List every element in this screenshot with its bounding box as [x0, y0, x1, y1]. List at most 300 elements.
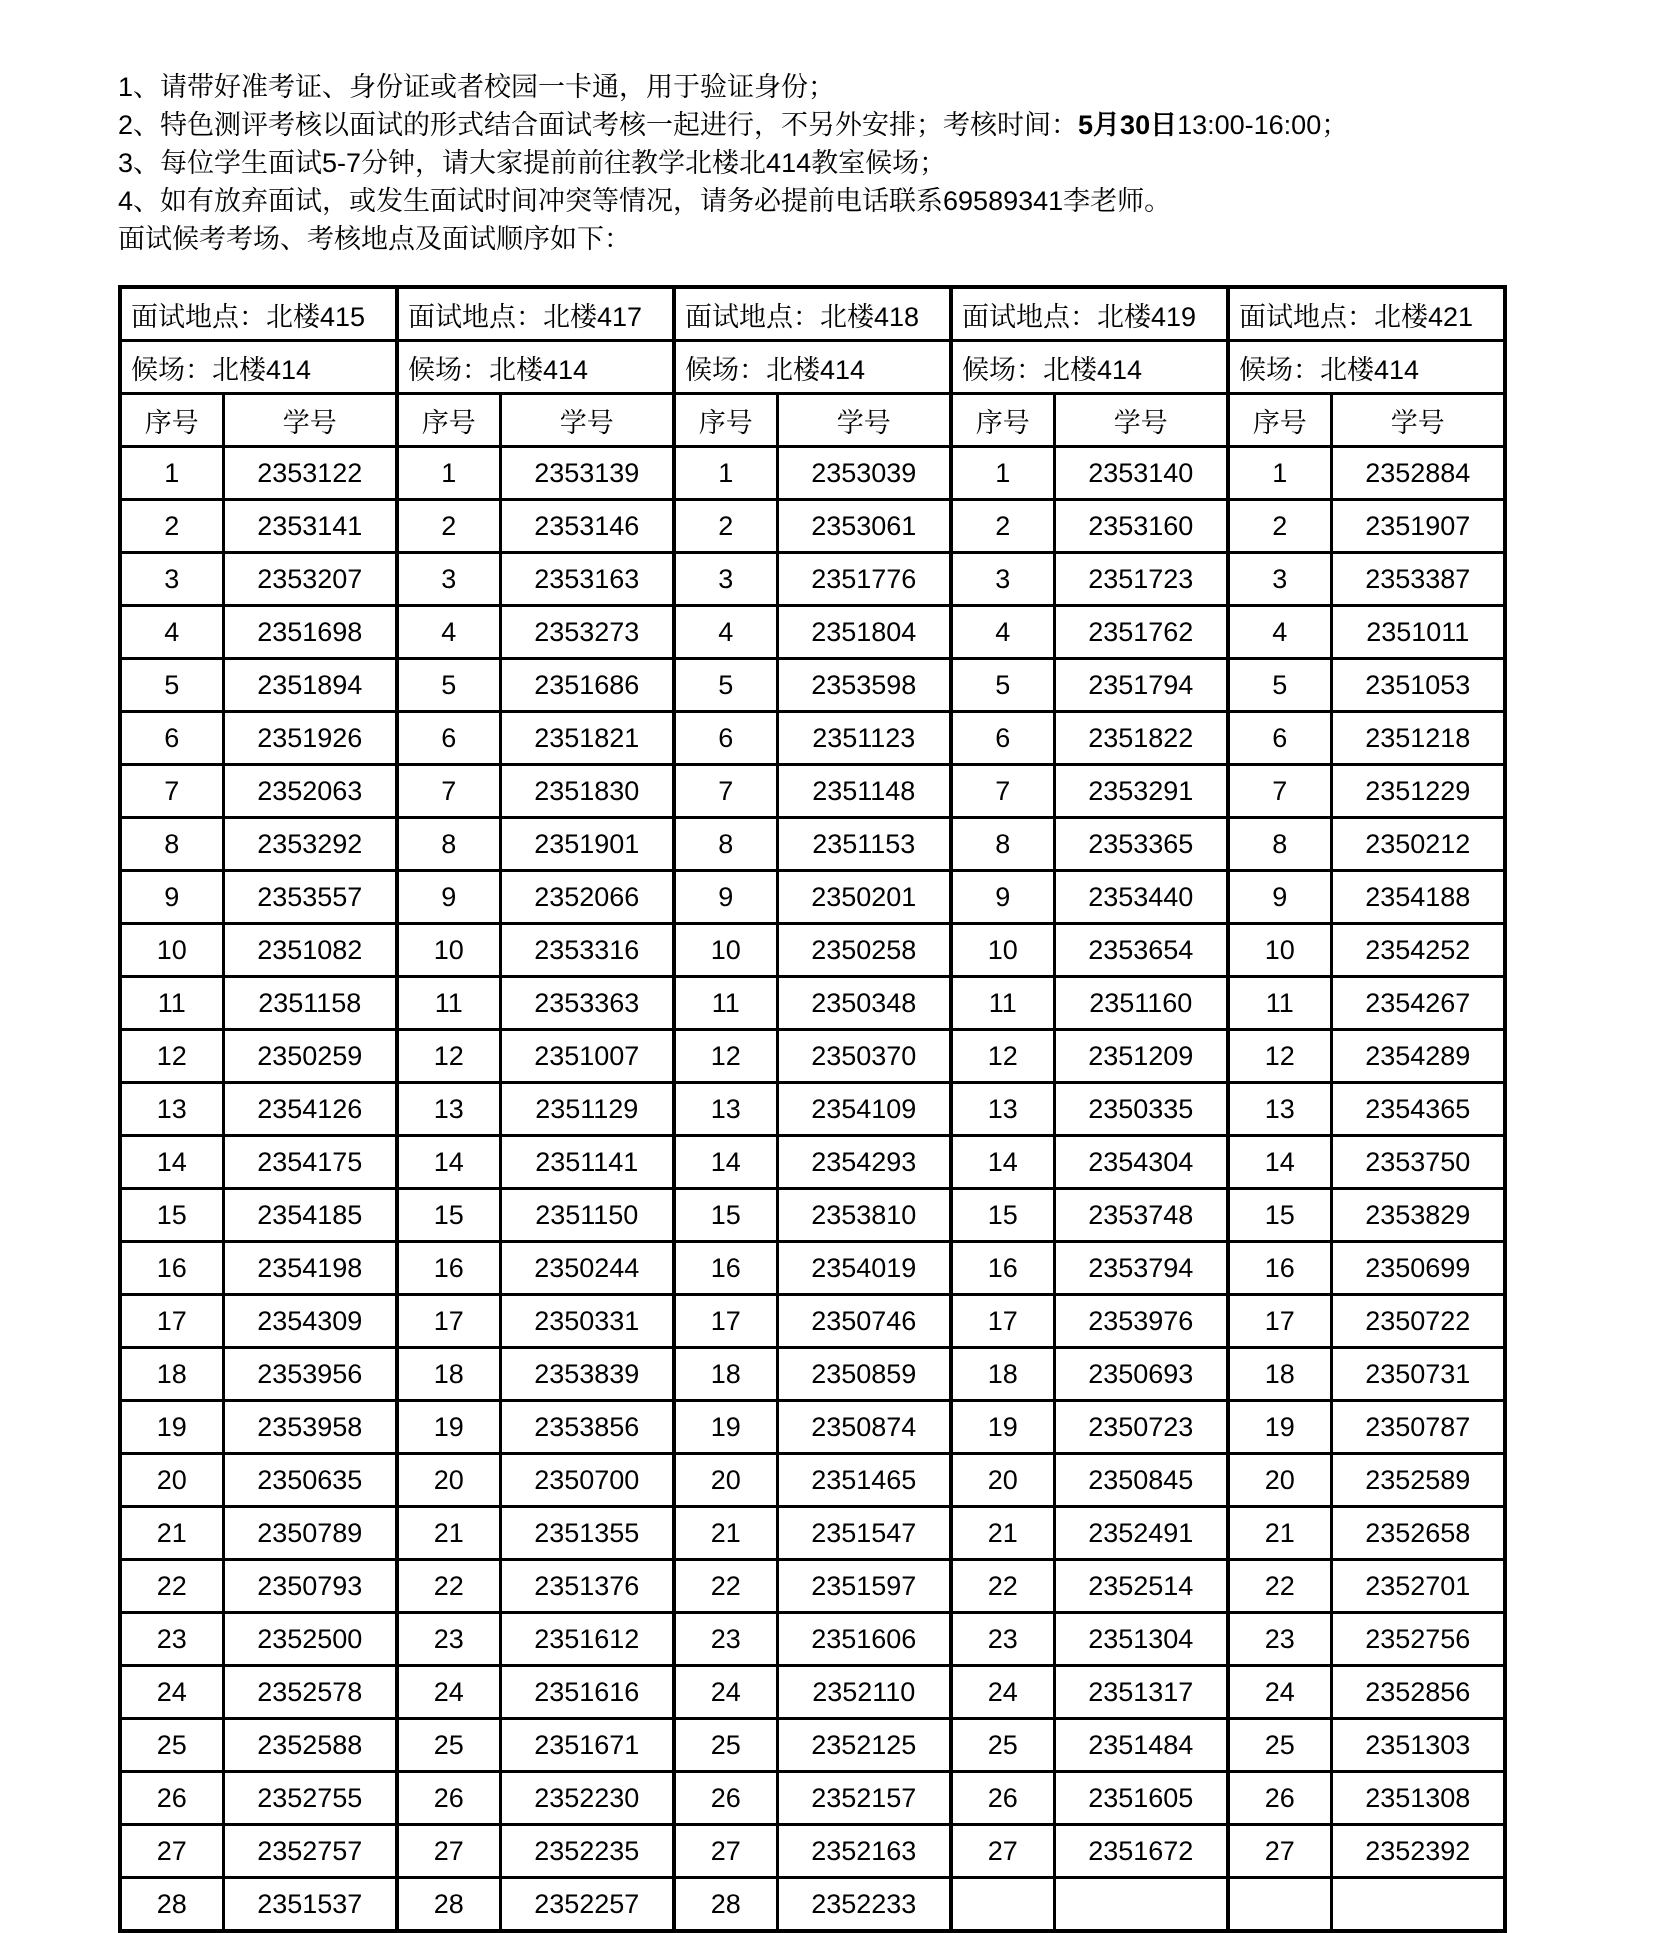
student-id-cell: 2353976 [1054, 1295, 1228, 1348]
seq-cell: 17 [397, 1295, 500, 1348]
student-id-cell: 2352500 [223, 1613, 397, 1666]
table-row [120, 1825, 1505, 1878]
student-id-cell: 2350845 [1054, 1454, 1228, 1507]
student-id-cell: 2354309 [223, 1295, 397, 1348]
sid-column-header: 学号 [1054, 394, 1228, 447]
table-row [120, 500, 1505, 553]
table-row [120, 1348, 1505, 1401]
seq-cell: 1 [951, 447, 1054, 500]
seq-cell: 14 [120, 1136, 223, 1189]
seq-cell: 6 [120, 712, 223, 765]
student-id-cell: 2353141 [223, 500, 397, 553]
student-id-cell: 2352701 [1331, 1560, 1505, 1613]
seq-cell: 5 [674, 659, 777, 712]
student-id-cell: 2351123 [777, 712, 951, 765]
seq-cell: 23 [120, 1613, 223, 1666]
student-id-cell: 2350859 [777, 1348, 951, 1401]
table-row [120, 1507, 1505, 1560]
seq-column-header: 序号 [397, 394, 500, 447]
seq-cell: 4 [951, 606, 1054, 659]
student-id-cell: 2350201 [777, 871, 951, 924]
seq-cell: 14 [951, 1136, 1054, 1189]
seq-cell: 12 [120, 1030, 223, 1083]
seq-cell: 26 [674, 1772, 777, 1825]
student-id-cell: 2354188 [1331, 871, 1505, 924]
student-id-cell: 2353122 [223, 447, 397, 500]
location-header-cell: 面试地点：北楼419 [951, 287, 1228, 341]
seq-cell: 22 [951, 1560, 1054, 1613]
student-id-cell [1054, 1878, 1228, 1932]
student-id-cell: 2353291 [1054, 765, 1228, 818]
seq-cell: 26 [951, 1772, 1054, 1825]
student-id-cell: 2352257 [500, 1878, 674, 1932]
student-id-cell: 2350787 [1331, 1401, 1505, 1454]
seq-cell: 24 [120, 1666, 223, 1719]
seq-cell: 3 [951, 553, 1054, 606]
seq-cell: 25 [1228, 1719, 1331, 1772]
seq-cell: 1 [1228, 447, 1331, 500]
student-id-cell: 2352392 [1331, 1825, 1505, 1878]
seq-cell: 20 [397, 1454, 500, 1507]
seq-cell: 7 [951, 765, 1054, 818]
instruction-number: 4、 [118, 186, 161, 216]
seq-cell: 5 [397, 659, 500, 712]
student-id-cell: 2351762 [1054, 606, 1228, 659]
instruction-text: 请带好准考证、身份证或者校园一卡通，用于验证身份； [160, 72, 836, 102]
seq-cell: 1 [397, 447, 500, 500]
student-id-cell: 2351901 [500, 818, 674, 871]
location-header-cell: 面试地点：北楼421 [1228, 287, 1505, 341]
student-id-cell: 2352884 [1331, 447, 1505, 500]
seq-cell: 9 [951, 871, 1054, 924]
student-id-cell: 2351723 [1054, 553, 1228, 606]
student-id-cell: 2351053 [1331, 659, 1505, 712]
student-id-cell: 2354109 [777, 1083, 951, 1136]
student-id-cell: 2351686 [500, 659, 674, 712]
student-id-cell: 2353387 [1331, 553, 1505, 606]
student-id-cell: 2351308 [1331, 1772, 1505, 1825]
student-id-cell: 2353748 [1054, 1189, 1228, 1242]
student-id-cell: 2351465 [777, 1454, 951, 1507]
seq-cell: 17 [1228, 1295, 1331, 1348]
seq-cell: 21 [951, 1507, 1054, 1560]
seq-cell: 18 [1228, 1348, 1331, 1401]
seq-cell: 27 [951, 1825, 1054, 1878]
sid-column-header: 学号 [223, 394, 397, 447]
table-row [120, 553, 1505, 606]
seq-cell: 16 [397, 1242, 500, 1295]
seq-cell: 17 [951, 1295, 1054, 1348]
instruction-number: 2、 [118, 110, 161, 140]
student-id-cell: 2353794 [1054, 1242, 1228, 1295]
sid-column-header: 学号 [500, 394, 674, 447]
student-id-cell: 2353654 [1054, 924, 1228, 977]
seq-cell: 6 [951, 712, 1054, 765]
seq-cell: 14 [674, 1136, 777, 1189]
seq-cell: 15 [120, 1189, 223, 1242]
student-id-cell: 2351698 [223, 606, 397, 659]
student-id-cell: 2351484 [1054, 1719, 1228, 1772]
seq-cell: 27 [1228, 1825, 1331, 1878]
seq-cell: 10 [120, 924, 223, 977]
waiting-room-cell: 候场：北楼414 [674, 341, 951, 394]
table-row [120, 1878, 1505, 1932]
seq-cell: 12 [674, 1030, 777, 1083]
interview-schedule-table [118, 285, 1507, 1933]
seq-cell: 4 [120, 606, 223, 659]
student-id-cell: 2353292 [223, 818, 397, 871]
table-row [120, 1454, 1505, 1507]
location-header-cell: 面试地点：北楼417 [397, 287, 674, 341]
seq-cell: 7 [1228, 765, 1331, 818]
instruction-item-3 [118, 144, 1614, 182]
student-id-cell: 2351821 [500, 712, 674, 765]
student-id-cell: 2354252 [1331, 924, 1505, 977]
table-row [120, 871, 1505, 924]
student-id-cell: 2350700 [500, 1454, 674, 1507]
seq-cell: 5 [120, 659, 223, 712]
student-id-cell: 2352230 [500, 1772, 674, 1825]
student-id-cell: 2351376 [500, 1560, 674, 1613]
student-id-cell: 2350258 [777, 924, 951, 977]
seq-cell: 8 [1228, 818, 1331, 871]
student-id-cell: 2352125 [777, 1719, 951, 1772]
seq-cell: 19 [951, 1401, 1054, 1454]
seq-cell: 8 [674, 818, 777, 871]
student-id-cell: 2351153 [777, 818, 951, 871]
seq-cell: 3 [674, 553, 777, 606]
seq-cell: 19 [674, 1401, 777, 1454]
seq-cell: 20 [951, 1454, 1054, 1507]
student-id-cell: 2350722 [1331, 1295, 1505, 1348]
seq-cell: 27 [674, 1825, 777, 1878]
student-id-cell: 2351794 [1054, 659, 1228, 712]
student-id-cell: 2350331 [500, 1295, 674, 1348]
student-id-cell: 2353750 [1331, 1136, 1505, 1189]
student-id-cell: 2353956 [223, 1348, 397, 1401]
table-row [120, 1136, 1505, 1189]
table-row [120, 1613, 1505, 1666]
seq-cell: 7 [674, 765, 777, 818]
seq-cell: 11 [120, 977, 223, 1030]
student-id-cell: 2351606 [777, 1613, 951, 1666]
seq-cell: 27 [120, 1825, 223, 1878]
student-id-cell: 2350335 [1054, 1083, 1228, 1136]
student-id-cell: 2352235 [500, 1825, 674, 1878]
student-id-cell: 2353839 [500, 1348, 674, 1401]
table-row [120, 765, 1505, 818]
student-id-cell: 2353856 [500, 1401, 674, 1454]
student-id-cell: 2352233 [777, 1878, 951, 1932]
student-id-cell: 2351605 [1054, 1772, 1228, 1825]
seq-cell: 20 [120, 1454, 223, 1507]
student-id-cell: 2351011 [1331, 606, 1505, 659]
seq-cell: 19 [1228, 1401, 1331, 1454]
student-id-cell: 2351160 [1054, 977, 1228, 1030]
seq-cell: 16 [120, 1242, 223, 1295]
student-id-cell: 2351304 [1054, 1613, 1228, 1666]
student-id-cell: 2350746 [777, 1295, 951, 1348]
table-row [120, 1666, 1505, 1719]
seq-cell: 23 [951, 1613, 1054, 1666]
student-id-cell: 2354198 [223, 1242, 397, 1295]
seq-column-header: 序号 [674, 394, 777, 447]
student-id-cell: 2352589 [1331, 1454, 1505, 1507]
exam-time-range: 13:00-16:00； [1177, 110, 1349, 140]
seq-cell [951, 1878, 1054, 1932]
seq-cell: 2 [397, 500, 500, 553]
student-id-cell: 2352755 [223, 1772, 397, 1825]
student-id-cell: 2354304 [1054, 1136, 1228, 1189]
student-id-cell: 2351597 [777, 1560, 951, 1613]
table-row [120, 1083, 1505, 1136]
student-id-cell: 2353365 [1054, 818, 1228, 871]
student-id-cell: 2351218 [1331, 712, 1505, 765]
seq-cell: 11 [397, 977, 500, 1030]
table-row [120, 1560, 1505, 1613]
seq-cell: 5 [951, 659, 1054, 712]
seq-cell: 25 [120, 1719, 223, 1772]
instruction-item-1 [118, 68, 1614, 106]
student-id-cell: 2352658 [1331, 1507, 1505, 1560]
waiting-room-header-row [120, 341, 1505, 394]
student-id-cell: 2350731 [1331, 1348, 1505, 1401]
seq-cell: 6 [1228, 712, 1331, 765]
student-id-cell: 2353140 [1054, 447, 1228, 500]
student-id-cell: 2353273 [500, 606, 674, 659]
student-id-cell: 2353958 [223, 1401, 397, 1454]
seq-column-header: 序号 [120, 394, 223, 447]
seq-cell: 6 [397, 712, 500, 765]
student-id-cell: 2350693 [1054, 1348, 1228, 1401]
seq-cell: 7 [120, 765, 223, 818]
seq-cell: 28 [397, 1878, 500, 1932]
seq-cell: 18 [120, 1348, 223, 1401]
student-id-cell: 2351150 [500, 1189, 674, 1242]
student-id-cell: 2354126 [223, 1083, 397, 1136]
instruction-item-4 [118, 182, 1614, 220]
student-id-cell: 2351822 [1054, 712, 1228, 765]
student-id-cell: 2353810 [777, 1189, 951, 1242]
student-id-cell: 2351141 [500, 1136, 674, 1189]
seq-cell: 6 [674, 712, 777, 765]
student-id-cell: 2352163 [777, 1825, 951, 1878]
sid-column-header: 学号 [1331, 394, 1505, 447]
seq-cell: 19 [397, 1401, 500, 1454]
seq-cell: 14 [1228, 1136, 1331, 1189]
seq-cell: 3 [397, 553, 500, 606]
table-row [120, 606, 1505, 659]
seq-cell: 9 [397, 871, 500, 924]
student-id-cell: 2351804 [777, 606, 951, 659]
location-header-cell: 面试地点：北楼418 [674, 287, 951, 341]
student-id-cell: 2353440 [1054, 871, 1228, 924]
student-id-cell: 2354289 [1331, 1030, 1505, 1083]
student-id-cell: 2354019 [777, 1242, 951, 1295]
student-id-cell: 2351894 [223, 659, 397, 712]
seq-cell: 19 [120, 1401, 223, 1454]
student-id-cell: 2351158 [223, 977, 397, 1030]
location-header-cell: 面试地点：北楼415 [120, 287, 397, 341]
seq-cell: 20 [674, 1454, 777, 1507]
seq-cell: 11 [674, 977, 777, 1030]
seq-cell: 11 [951, 977, 1054, 1030]
seq-cell: 12 [1228, 1030, 1331, 1083]
student-id-cell: 2351907 [1331, 500, 1505, 553]
student-id-cell: 2353207 [223, 553, 397, 606]
seq-cell: 1 [120, 447, 223, 500]
instruction-text: 如有放弃面试，或发生面试时间冲突等情况，请务必提前电话联系69589341李老师。 [160, 186, 1172, 216]
seq-cell: 22 [1228, 1560, 1331, 1613]
table-row [120, 977, 1505, 1030]
student-id-cell: 2354267 [1331, 977, 1505, 1030]
student-id-cell: 2353061 [777, 500, 951, 553]
student-id-cell: 2350259 [223, 1030, 397, 1083]
student-id-cell: 2352578 [223, 1666, 397, 1719]
waiting-room-cell: 候场：北楼414 [397, 341, 674, 394]
student-id-cell: 2353829 [1331, 1189, 1505, 1242]
student-id-cell: 2352856 [1331, 1666, 1505, 1719]
seq-cell: 21 [120, 1507, 223, 1560]
student-id-cell: 2350789 [223, 1507, 397, 1560]
student-id-cell [1331, 1878, 1505, 1932]
table-row [120, 1189, 1505, 1242]
seq-cell: 15 [951, 1189, 1054, 1242]
seq-cell: 15 [397, 1189, 500, 1242]
exam-date-bold: 5月30日 [1078, 110, 1178, 140]
seq-cell: 26 [397, 1772, 500, 1825]
table-row [120, 1401, 1505, 1454]
seq-cell: 10 [951, 924, 1054, 977]
student-id-cell: 2351671 [500, 1719, 674, 1772]
waiting-room-cell: 候场：北楼414 [951, 341, 1228, 394]
seq-cell: 2 [1228, 500, 1331, 553]
seq-cell: 24 [951, 1666, 1054, 1719]
seq-cell: 9 [1228, 871, 1331, 924]
seq-cell: 4 [397, 606, 500, 659]
seq-cell: 18 [951, 1348, 1054, 1401]
student-id-cell: 2352157 [777, 1772, 951, 1825]
seq-cell: 4 [1228, 606, 1331, 659]
student-id-cell: 2352110 [777, 1666, 951, 1719]
table-row [120, 1295, 1505, 1348]
student-id-cell: 2353163 [500, 553, 674, 606]
student-id-cell: 2351317 [1054, 1666, 1228, 1719]
seq-cell: 10 [674, 924, 777, 977]
seq-cell: 18 [397, 1348, 500, 1401]
student-id-cell: 2351007 [500, 1030, 674, 1083]
intro-line: 面试候考考场、考核地点及面试顺序如下： [118, 224, 631, 254]
student-id-cell: 2353316 [500, 924, 674, 977]
student-id-cell: 2350874 [777, 1401, 951, 1454]
seq-cell: 22 [674, 1560, 777, 1613]
seq-cell [1228, 1878, 1331, 1932]
table-row [120, 712, 1505, 765]
seq-cell: 13 [1228, 1083, 1331, 1136]
seq-cell: 21 [397, 1507, 500, 1560]
student-id-cell: 2353146 [500, 500, 674, 553]
seq-cell: 15 [1228, 1189, 1331, 1242]
student-id-cell: 2351148 [777, 765, 951, 818]
seq-cell: 20 [1228, 1454, 1331, 1507]
student-id-cell: 2351537 [223, 1878, 397, 1932]
seq-cell: 22 [120, 1560, 223, 1613]
seq-cell: 25 [397, 1719, 500, 1772]
student-id-cell: 2353139 [500, 447, 674, 500]
sid-column-header: 学号 [777, 394, 951, 447]
table-row [120, 924, 1505, 977]
seq-cell: 3 [120, 553, 223, 606]
location-header-row [120, 287, 1505, 341]
student-id-cell: 2351209 [1054, 1030, 1228, 1083]
seq-cell: 13 [397, 1083, 500, 1136]
student-id-cell: 2354175 [223, 1136, 397, 1189]
seq-cell: 12 [951, 1030, 1054, 1083]
student-id-cell: 2351612 [500, 1613, 674, 1666]
student-id-cell: 2352757 [223, 1825, 397, 1878]
student-id-cell: 2351616 [500, 1666, 674, 1719]
seq-cell: 17 [674, 1295, 777, 1348]
student-id-cell: 2350635 [223, 1454, 397, 1507]
seq-cell: 8 [120, 818, 223, 871]
student-id-cell: 2351926 [223, 712, 397, 765]
student-id-cell: 2352491 [1054, 1507, 1228, 1560]
table-row [120, 447, 1505, 500]
waiting-room-cell: 候场：北楼414 [120, 341, 397, 394]
student-id-cell: 2350699 [1331, 1242, 1505, 1295]
seq-cell: 25 [674, 1719, 777, 1772]
student-id-cell: 2351776 [777, 553, 951, 606]
seq-cell: 21 [1228, 1507, 1331, 1560]
instruction-number: 3、 [118, 148, 161, 178]
student-id-cell: 2351830 [500, 765, 674, 818]
seq-cell: 2 [120, 500, 223, 553]
student-id-cell: 2350723 [1054, 1401, 1228, 1454]
seq-cell: 2 [674, 500, 777, 553]
student-id-cell: 2351355 [500, 1507, 674, 1560]
seq-cell: 12 [397, 1030, 500, 1083]
seq-cell: 5 [1228, 659, 1331, 712]
student-id-cell: 2354185 [223, 1189, 397, 1242]
seq-column-header: 序号 [1228, 394, 1331, 447]
seq-cell: 24 [1228, 1666, 1331, 1719]
seq-cell: 11 [1228, 977, 1331, 1030]
seq-cell: 7 [397, 765, 500, 818]
seq-cell: 18 [674, 1348, 777, 1401]
seq-cell: 26 [120, 1772, 223, 1825]
seq-cell: 21 [674, 1507, 777, 1560]
student-id-cell: 2351672 [1054, 1825, 1228, 1878]
seq-cell: 3 [1228, 553, 1331, 606]
seq-cell: 13 [120, 1083, 223, 1136]
student-id-cell: 2350370 [777, 1030, 951, 1083]
student-id-cell: 2350244 [500, 1242, 674, 1295]
student-id-cell: 2351303 [1331, 1719, 1505, 1772]
student-id-cell: 2351082 [223, 924, 397, 977]
seq-cell: 15 [674, 1189, 777, 1242]
instruction-text: 每位学生面试5-7分钟，请大家提前前往教学北楼北414教室候场； [160, 148, 947, 178]
student-id-cell: 2353557 [223, 871, 397, 924]
seq-cell: 22 [397, 1560, 500, 1613]
table-row [120, 1772, 1505, 1825]
seq-cell: 2 [951, 500, 1054, 553]
seq-cell: 27 [397, 1825, 500, 1878]
seq-cell: 23 [1228, 1613, 1331, 1666]
student-id-cell: 2352756 [1331, 1613, 1505, 1666]
instruction-number: 1、 [118, 72, 161, 102]
student-id-cell: 2352588 [223, 1719, 397, 1772]
student-id-cell: 2350348 [777, 977, 951, 1030]
